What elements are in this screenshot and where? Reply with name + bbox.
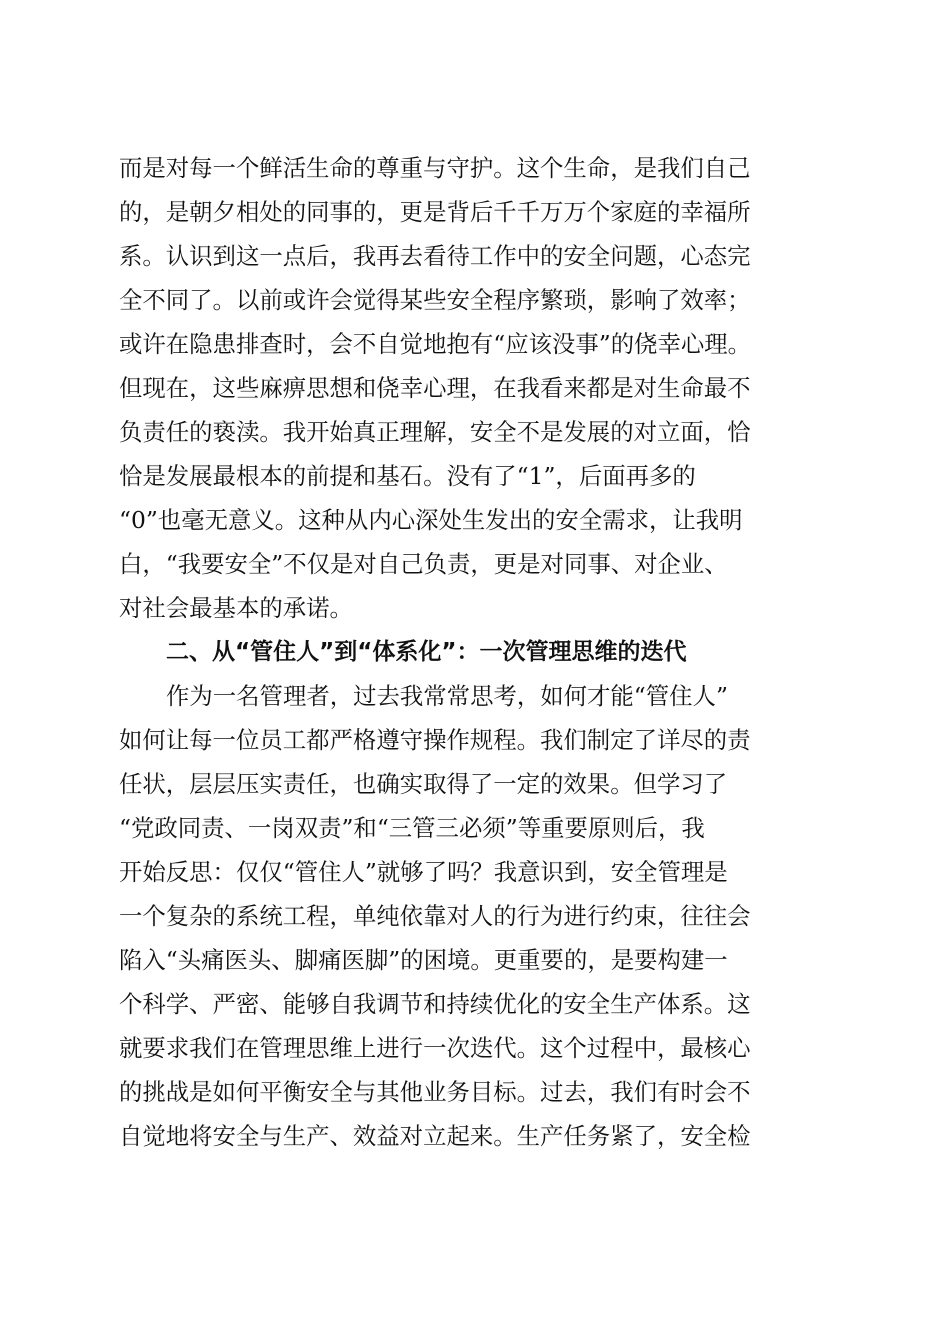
body-text-line: 任状，层层压实责任，也确实取得了一定的效果。但学习了 <box>119 770 728 798</box>
body-text-line: 但现在，这些麻痹思想和侥幸心理，在我看来都是对生命最不 <box>119 374 751 402</box>
body-text-line: 如何让每一位员工都严格遵守操作规程。我们制定了详尽的责 <box>119 726 751 754</box>
body-text-line: 个科学、严密、能够自我调节和持续优化的安全生产体系。这 <box>119 990 751 1018</box>
body-text-line: 陷入“头痛医头、脚痛医脚”的困境。更重要的，是要构建一 <box>119 946 728 974</box>
body-text-line: 全不同了。以前或许会觉得某些安全程序繁琐，影响了效率； <box>119 286 751 314</box>
body-text-line: 负责任的亵渎。我开始真正理解，安全不是发展的对立面，恰 <box>119 418 751 446</box>
body-text-line: 白，“我要安全”不仅是对自己负责，更是对同事、对企业、 <box>119 550 728 578</box>
body-text-line: 作为一名管理者，过去我常常思考，如何才能“管住人” <box>166 682 728 710</box>
body-text-line: “0”也毫无意义。这种从内心深处生发出的安全需求，让我明 <box>119 506 743 534</box>
body-text-line: 开始反思：仅仅“管住人”就够了吗？我意识到，安全管理是 <box>119 858 728 886</box>
body-text-line: “党政同责、一岗双责”和“三管三必须”等重要原则后，我 <box>119 814 705 842</box>
body-text-line: 恰是发展最根本的前提和基石。没有了“1”，后面再多的 <box>119 462 696 490</box>
body-text-line: 而是对每一个鲜活生命的尊重与守护。这个生命，是我们自己 <box>119 154 751 182</box>
body-text-line: 对社会最基本的承诺。 <box>119 594 353 622</box>
body-text-line: 的挑战是如何平衡安全与其他业务目标。过去，我们有时会不 <box>119 1078 751 1106</box>
body-text-line: 系。认识到这一点后，我再去看待工作中的安全问题，心态完 <box>119 242 751 270</box>
body-text-line: 自觉地将安全与生产、效益对立起来。生产任务紧了，安全检 <box>119 1122 751 1150</box>
body-text-line: 或许在隐患排查时，会不自觉地抱有“应该没事”的侥幸心理。 <box>119 330 752 358</box>
body-text-line: 就要求我们在管理思维上进行一次迭代。这个过程中，最核心 <box>119 1034 751 1062</box>
section-heading: 二、从“管住人”到“体系化”：一次管理思维的迭代 <box>166 639 687 665</box>
body-text-line: 一个复杂的系统工程，单纯依靠对人的行为进行约束，往往会 <box>119 902 751 930</box>
body-text-line: 的，是朝夕相处的同事的，更是背后千千万万个家庭的幸福所 <box>119 198 751 226</box>
